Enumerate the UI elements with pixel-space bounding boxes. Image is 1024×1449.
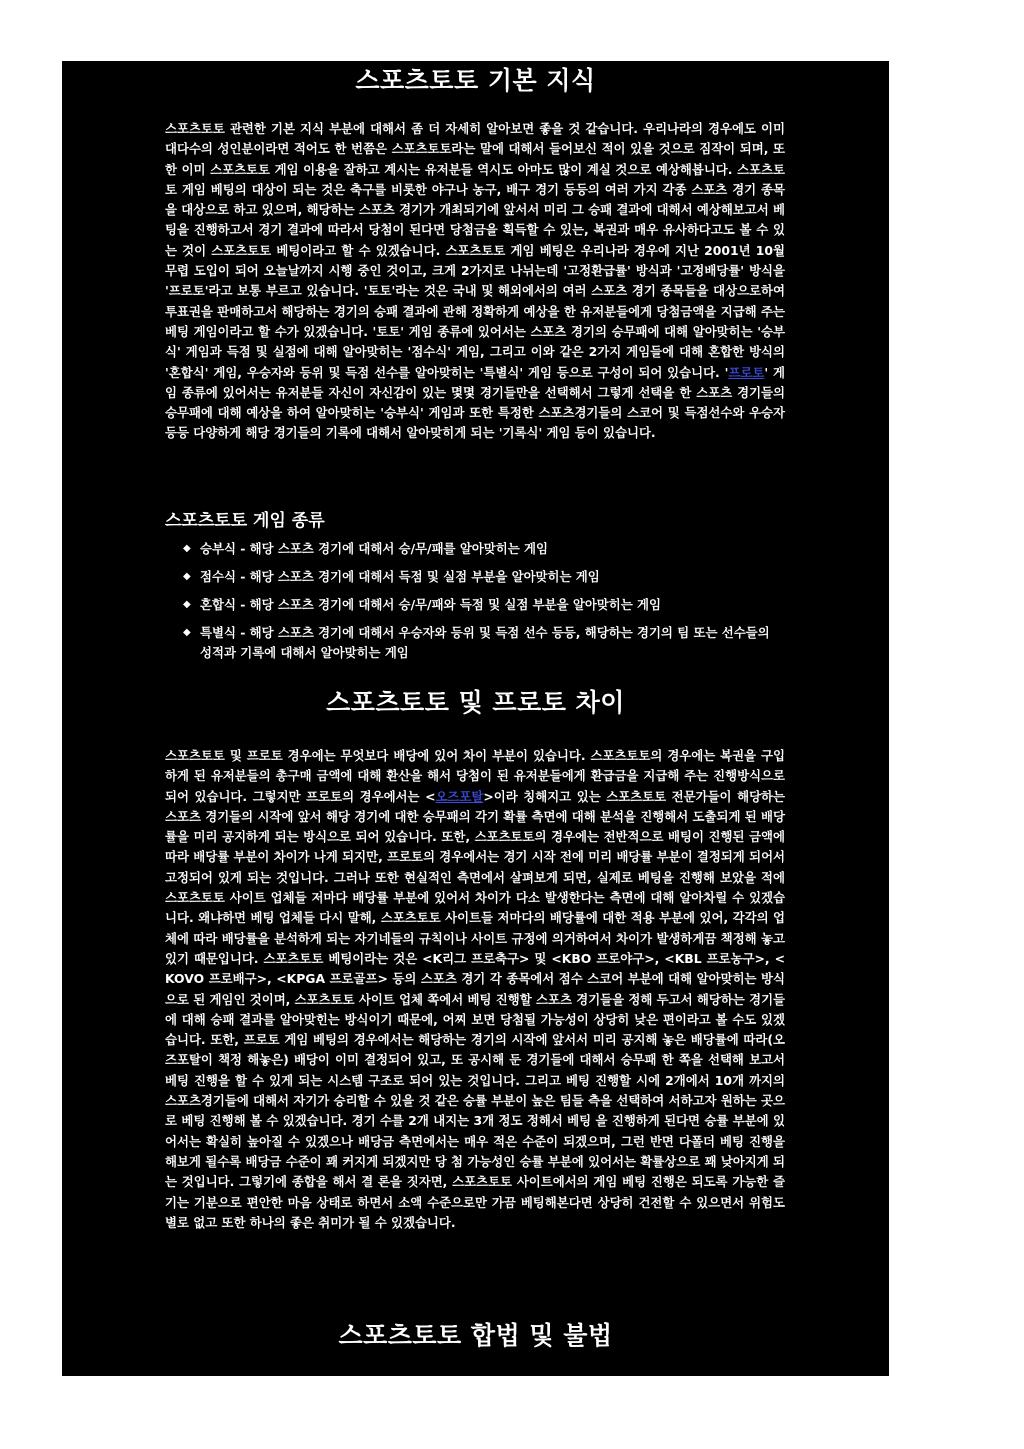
game-types-heading: 스포츠토토 게임 종류 <box>165 511 325 531</box>
list-item <box>165 539 785 559</box>
compare-text-1: 스포츠토토 및 프로토 경우에는 무엇보다 배당에 있어 차이 부분이 있습니다. 스포츠토토의 경우에는 복권을 구입하게 된 유저분들의 총구매 금액에 대해 환산을 해서 당첨이 된 유저분들에게 환급금을 지급해 주는 진행방식으로 되어 있습니다. 그렇지만 프로토의 경우에서는 < <box>165 748 785 804</box>
title-toto-vs-proto: 스포츠토토 및 프로토 차이 <box>326 688 625 717</box>
list-item <box>165 567 785 587</box>
title-legal-illegal: 스포츠토토 합법 및 불법 <box>338 1321 613 1350</box>
game-type-text: 특별식 - 해당 스포츠 경기에 대해서 우승자와 등위 및 득점 선수 등등, 해당하는 경기의 팀 또는 선수들의 성적과 기록에 대해서 알아맞히는 게임 <box>200 625 770 660</box>
diamond-bullet-icon: ◆ <box>183 599 191 610</box>
intro-text-1: 스포츠토토 관련한 기본 지식 부분에 대해서 좀 더 자세히 알아보면 좋을 것 같습니다. 우리나라의 경우에도 이미 대다수의 성인분이라면 적어도 한 번쯤은 스포츠토토라는 말에 대해서 들어보신 적이 있을 것으로 짐작이 되며, 또한 이미 스포츠토토 게임 이용을 잘하고 계시는 유저분들 역시도 아마도 많이 계실 것으로 예상해봅니다. 스포츠토토 게임 베팅의 대상이 되는 것은 축구를 비롯한 야구나 농구, 배구 경기 등등의 여러 가지 각종 스포츠 경기 종목을 대상으로 하고 있으며, 해당하는 스포츠 경기가 개최되기에 앞서서 미리 그 승패 결과에 대해서 예상해보고서 베팅을 진행하고서 경기 결과에 따라서 당첨이 된다면 당첨금을 획득할 수 있는, 복권과 매우 유사하다고도 볼 수 있는 것이 스포츠토토 베팅이라고 할 수 있겠습니다. 스포츠토토 게임 베팅은 우리나라 경우에 지난 2001년 10월 무렵 도입이 되어 오늘날까지 시행 중인 것이고, 크게 2가지로 나뉘는데 '고정환급률' 방식과 '고정배당률' 방식을 '프로토'라고 보통 부르고 있습니다. '토토'라는 것은 국내 및 해외에서의 여러 스포츠 경기 종목들을 대상으로하여 투표권을 판매하고서 해당하는 경기의 승패 결과에 관해 정확하게 예상을 한 유저분들에게 당첨금액을 지급해 주는 베팅 게임이라고 할 수가 있겠습니다. '토토' 게임 종류에 있어서는 스포츠 경기의 승무패에 대해 알아맞히는 '승부식' 게임과 득점 및 실점에 대해 알아맞히는 '점수식' 게임, 그리고 이와 같은 2가지 게임들에 대해 혼합한 방식의 '혼합식' 게임, 우승자와 등위 및 득점 선수를 알아맞히는 '특별식' 게임 등으로 구성이 되어 있습니다. ' <box>165 121 786 380</box>
proto-link[interactable]: 프로토 <box>728 364 765 380</box>
compare-paragraph <box>165 746 785 1233</box>
article-panel <box>62 61 889 1376</box>
compare-text-2: >이라 칭해지고 있는 스포츠토토 전문가들이 해당하는 스포츠 경기들의 시작에 앞서 해당 경기에 대한 승무패의 각기 확률 측면에 대해 분석을 진행해서 도출되게 된 배당률을 미리 공지하게 되는 방식으로 되어 있습니다. 또한, 스포츠토토의 경우에는 전반적으로 배팅이 진행된 금액에 따라 배당률 부분이 차이가 나게 되지만, 프로토의 경우에서는 경기 시작 전에 미리 배당률 부분이 결정되게 되어서 고정되어 있게 되는 것입니다. 그러나 또한 현실적인 측면에서 살펴보게 되면, 실제로 베팅을 진행해 보았을 적에 스포츠토토 사이트 업체들 저마다 배당률 부분에 있어서 차이가 다소 발생한다는 측면에 대해 알아차릴 수 있겠습니다. 왜냐하면 베팅 업체들 다시 말해, 스포츠토토 사이트들 저마다의 배당률에 대한 적용 부분에 있어, 각각의 업체에 따라 배당률을 분석하게 되는 자기네들의 규칙이나 사이트 규정에 의거하여서 차이가 발생하게끔 책정해 놓고 있기 때문입니다. 스포츠토토 베팅이라는 것은 <K리그 프로축구> 및 <KBO 프로야구>, <KBL 프로농구>, <KOVO 프로배구>, <KPGA 프로골프> 등의 스포츠 경기 각 종목에서 점수 스코어 부분에 대해 알아맞히는 방식으로 된 게임인 것이며, 스포츠토토 사이트 업체 쪽에서 베팅 진행할 스포츠 경기들을 정해 두고서 해당하는 경기들에 대해 승패 결과를 알아맞힌는 방식이기 때문에, 어찌 보면 당첨될 가능성이 상당히 낮은 편이라고 볼 수도 있겠습니다. 또한, 프로토 게임 베팅의 경우에서는 해당하는 경기의 시작에 앞서서 미리 공지해 놓은 배당률에 따라(오즈포탈이 책정 해놓은) 배당이 이미 결정되어 있고, 또 공시해 둔 경기들에 대해서 승무패 한 쪽을 선택해 보고서 베팅 진행을 할 수 있게 되는 시스템 구조로 되어 있는 것입니다. 그리고 베팅 진행할 시에 2개에서 10개 까지의 스포츠경기들에 대해서 자기가 승리할 수 있을 것 같은 승률 부분이 높은 팀들 측을 선택하여 서하고자 원하는 곳으로 베팅 진행해 볼 수 있겠습니다. 경기 수를 2개 내지는 3개 정도 정해서 베팅 을 진행하게 된다면 승률 부분에 있어서는 확실히 높아질 수 있겠으나 배당금 측면에서는 매우 적은 수준이 되겠으며, 그런 반면 다폴더 베팅 진행을 해보게 될수록 배당금 수준이 꽤 커지게 되겠지만 당 첨 가능성인 승률 부분에 있어서는 확률상으로 꽤 낮아지게 되는 것입니다. 그렇기에 종합을 해서 결 론을 짓자면, 스포츠토토 사이트에서의 게임 베팅 진행은 되도록 가능한 즐기는 기분으로 편안한 마음 상태로 하면서 소액 수준으로만 가끔 베팅해본다면 상당히 건전할 수 있으면서 위험도 별로 없고 또한 하나의 좋은 취미가 될 수 있겠습니다. <box>165 788 786 1230</box>
intro-text-2: ' 게임 종류에 있어서는 유저분들 자신이 자신감이 있는 몇몇 경기들만을 선택해서 그렇게 선택을 한 스포츠 경기들의 승무패에 대해 예상을 하여 알아맞히는 '승부식' 게임과 또한 특정한 스포츠경기들의 스코어 및 득점선수와 우승자 등등 다양하게 해당 경기들의 기록에 대해서 알아맞히게 되는 '기록식' 게임 등이 있습니다. <box>165 364 785 441</box>
diamond-bullet-icon: ◆ <box>183 627 191 638</box>
title-sports-toto-basics: 스포츠토토 기본 지식 <box>355 66 596 95</box>
game-type-text: 혼합식 - 해당 스포츠 경기에 대해서 승/무/패와 득점 및 실점 부분을 알아맞히는 게임 <box>200 597 661 612</box>
list-item <box>165 595 785 615</box>
game-type-text: 승부식 - 해당 스포츠 경기에 대해서 승/무/패를 알아맞히는 게임 <box>200 541 548 556</box>
game-type-text: 점수식 - 해당 스포츠 경기에 대해서 득점 및 실점 부분을 알아맞히는 게임 <box>200 569 600 584</box>
diamond-bullet-icon: ◆ <box>183 571 191 582</box>
intro-paragraph <box>165 119 785 444</box>
list-item <box>165 623 785 663</box>
game-types-list <box>165 539 785 671</box>
diamond-bullet-icon: ◆ <box>183 543 191 554</box>
oddsportal-link[interactable]: 오즈포탈 <box>435 788 484 804</box>
